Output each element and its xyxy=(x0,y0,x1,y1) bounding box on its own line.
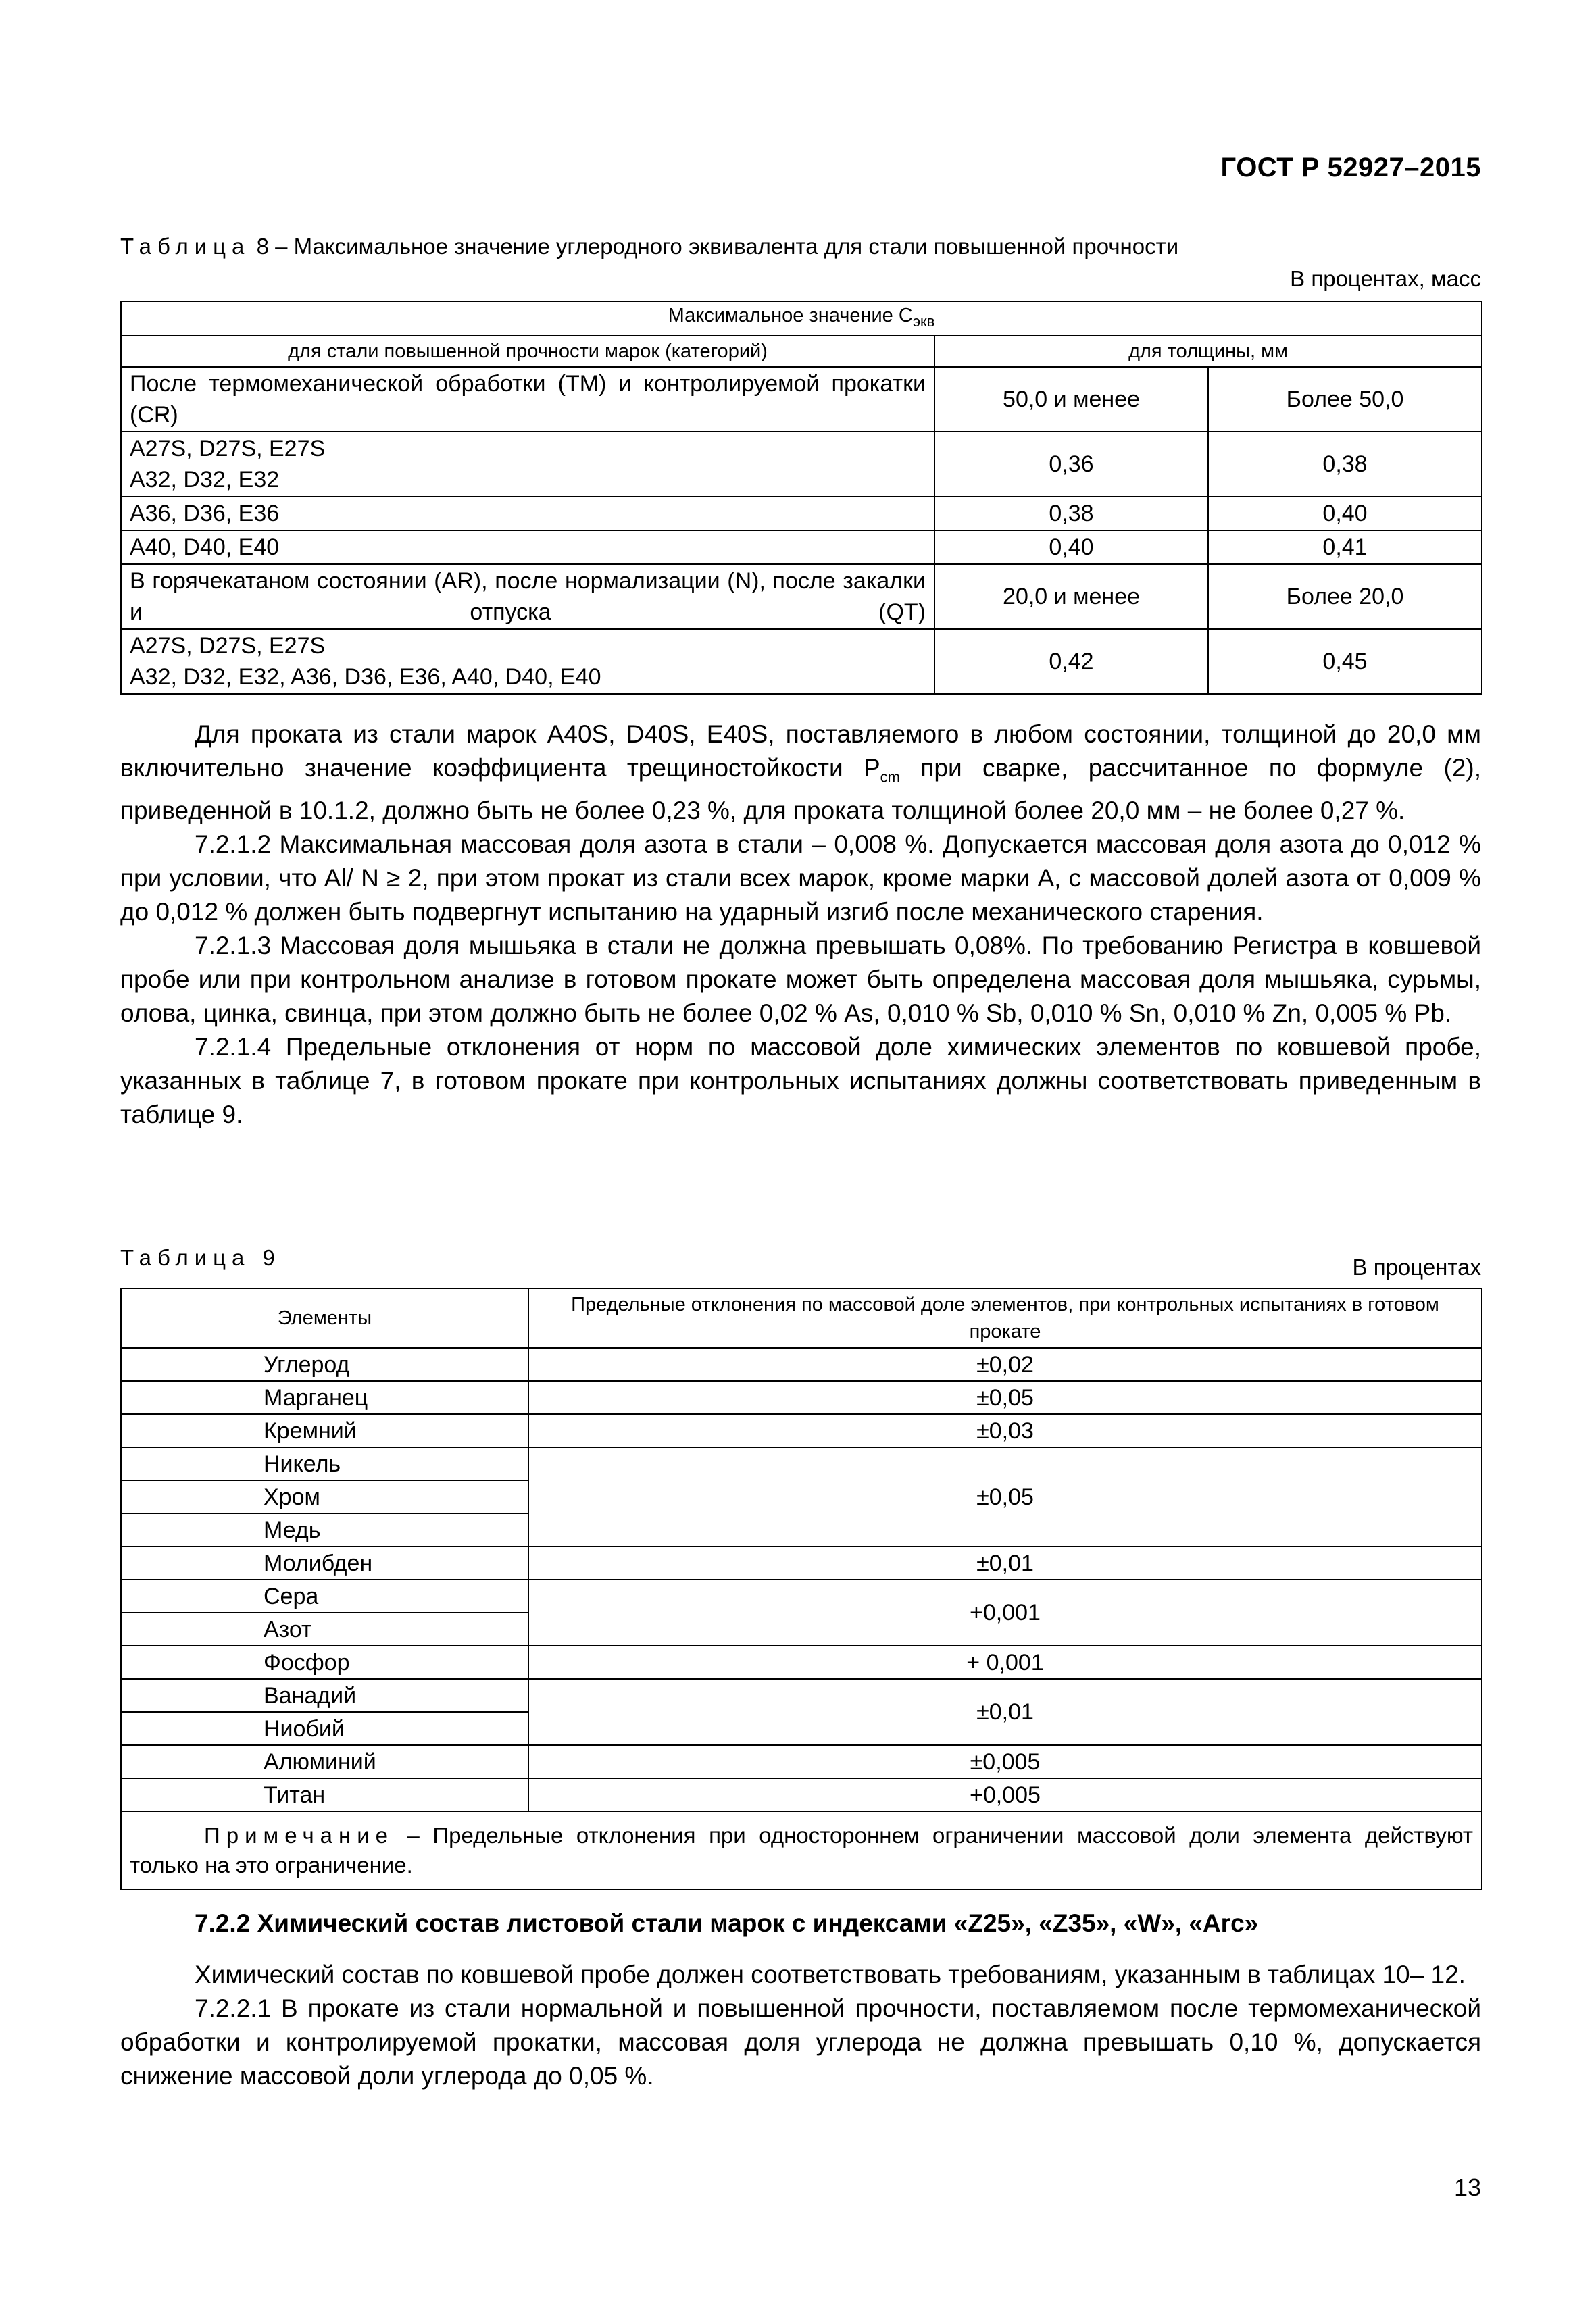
table-row xyxy=(121,1447,1482,1480)
note-label: Примечание xyxy=(204,1823,395,1848)
paragraph-7-2-1-4: 7.2.1.4 Предельные отклонения от норм по массовой доле химических элементов по ковшевой пробе, указанных в таблице 7, в готовом прокате при контрольных испытаниях должны соответствовать приведенным в таблице 9. xyxy=(120,1033,1481,1129)
table8-value-cell: 0,40 xyxy=(934,530,1208,564)
table8-value-cell: 0,41 xyxy=(1208,530,1482,564)
table9-note xyxy=(121,1811,1482,1890)
table8 xyxy=(120,301,1482,695)
table9 xyxy=(120,1288,1482,1890)
table-row xyxy=(121,1745,1482,1778)
paragraph-7-2-1-2: 7.2.1.2 Максимальная массовая доля азота в стали – 0,008 %. Допускается массовая доля азота до 0,012 % при условии, что Al/ N ≥ 2, при этом прокат из стали всех марок, кроме марки А, с массовой долей азота от 0,009 % до 0,012 % должен быть подвергнут испытанию на ударный изгиб после механического старения. xyxy=(120,830,1481,926)
element-cell: Углерод xyxy=(121,1348,528,1381)
table-row xyxy=(121,629,1482,694)
element-cell: Медь xyxy=(121,1513,528,1546)
element-cell: Фосфор xyxy=(121,1646,528,1679)
table-row xyxy=(121,1414,1482,1447)
table8-caption xyxy=(120,234,1178,259)
table-row xyxy=(121,1381,1482,1414)
paragraph-pcm: Для проката из стали марок A40S, D40S, E40S, поставляемого в любом состоянии, толщиной до 20,0 мм включительно значение коэффициента трещиностойкости $P_{cm}$ при сварке, рассчитанное по формуле (2), приведенной в 10.1.2, должно быть не более 0,23 %, для проката толщиной более 20,0 мм – не более 0,27 %. xyxy=(120,720,1481,825)
body-text-2 xyxy=(120,1958,1481,2093)
table8-head-grade: для стали повышенной прочности марок (категорий) xyxy=(121,336,934,367)
element-cell: Хром xyxy=(121,1480,528,1513)
table-row xyxy=(121,1778,1482,1811)
table9-note-row xyxy=(121,1811,1482,1890)
table8-value-cell: 20,0 и менее xyxy=(934,564,1208,629)
table9-caption xyxy=(120,1245,281,1271)
table8-grade-cell: A36, D36, E36 xyxy=(121,497,934,530)
deviation-cell: +0,001 xyxy=(528,1580,1482,1646)
element-cell: Марганец xyxy=(121,1381,528,1414)
table-row xyxy=(121,530,1482,564)
table8-value-cell: Более 50,0 xyxy=(1208,367,1482,432)
paragraph-7-2-2-1: 7.2.2.1 В прокате из стали нормальной и повышенной прочности, поставляемом после термомеханической обработки и контролируемой прокатки, массовая доля углерода не должна превышать 0,10 %, допускается снижение массовой доли углерода до 0,05 %. xyxy=(120,1994,1481,2090)
deviation-cell: + 0,001 xyxy=(528,1646,1482,1679)
table8-value-cell: 0,45 xyxy=(1208,629,1482,694)
table8-grade-cell: A27S, D27S, E27S A32, D32, E32 xyxy=(121,432,934,497)
element-cell: Никель xyxy=(121,1447,528,1480)
table8-caption-text: – Максимальное значение углеродного эквивалента для стали повышенной прочности xyxy=(275,234,1179,259)
table8-grade-cell: В горячекатаном состоянии (AR), после нормализации (N), после закалки и отпуска (QT) xyxy=(121,564,934,629)
table-row xyxy=(121,497,1482,530)
table-row xyxy=(121,367,1482,432)
table-row xyxy=(121,1580,1482,1613)
table8-caption-number: 8 xyxy=(256,234,269,259)
table8-value-cell: 50,0 и менее xyxy=(934,367,1208,432)
table8-header-row xyxy=(121,301,1482,336)
section-heading: 7.2.2 Химический состав листовой стали марок с индексами «Z25», «Z35», «W», «Arc» xyxy=(195,1909,1259,1937)
deviation-cell: ±0,05 xyxy=(528,1447,1482,1546)
table8-value-cell: 0,36 xyxy=(934,432,1208,497)
table-row xyxy=(121,1679,1482,1712)
table8-caption-label: Таблица xyxy=(120,234,251,259)
table9-head-deviation: Предельные отклонения по массовой доле элементов, при контрольных испытаниях в готовом прокате xyxy=(528,1288,1482,1348)
table-row xyxy=(121,1646,1482,1679)
element-cell: Титан xyxy=(121,1778,528,1811)
element-cell: Кремний xyxy=(121,1414,528,1447)
element-cell: Азот xyxy=(121,1613,528,1646)
table9-head-elements: Элементы xyxy=(121,1288,528,1348)
table8-value-cell: Более 20,0 xyxy=(1208,564,1482,629)
table8-head-thickness: для толщины, мм xyxy=(934,336,1482,367)
deviation-cell: ±0,005 xyxy=(528,1745,1482,1778)
deviation-cell: ±0,03 xyxy=(528,1414,1482,1447)
deviation-cell: +0,005 xyxy=(528,1778,1482,1811)
element-cell: Сера xyxy=(121,1580,528,1613)
paragraph-7-2-1-3: 7.2.1.3 Массовая доля мышьяка в стали не должна превышать 0,08%. По требованию Регистра в ковшевой пробе или при контрольном анализе в готовом прокате может быть определена массовая доля мышьяка, сурьмы, олова, цинка, свинца, при этом должно быть не более 0,02 % As, 0,010 % Sb, 0,010 % Sn, 0,010 % Zn, 0,005 % Pb. xyxy=(120,932,1481,1028)
table8-value-cell: 0,38 xyxy=(1208,432,1482,497)
note-text: – Предельные отклонения при одностороннем ограничении массовой доли элемента действуют только на это ограничение. xyxy=(130,1823,1473,1878)
table9-unit: В процентах xyxy=(1352,1255,1481,1280)
element-cell: Алюминий xyxy=(121,1745,528,1778)
element-cell: Ванадий xyxy=(121,1679,528,1712)
element-cell: Ниобий xyxy=(121,1712,528,1745)
table8-subheader-row xyxy=(121,336,1482,367)
paragraph-composition: Химический состав по ковшевой пробе должен соответствовать требованиям, указанным в таблицах 10– 12. xyxy=(195,1961,1466,1988)
table8-value-cell: 0,40 xyxy=(1208,497,1482,530)
table-row xyxy=(121,1546,1482,1580)
table8-grade-cell: A40, D40, E40 xyxy=(121,530,934,564)
table8-grade-cell: После термомеханической обработки (TM) и контролируемой прокатки (CR) xyxy=(121,367,934,432)
table8-head-main: Максимальное значение $C_{экв}$ xyxy=(121,301,1482,336)
document-id: ГОСТ Р 52927–2015 xyxy=(1220,153,1481,182)
table8-grade-cell: A27S, D27S, E27S A32, D32, E32, A36, D36, E36, A40, D40, E40 xyxy=(121,629,934,694)
table-row xyxy=(121,564,1482,629)
table8-unit: В процентах, масс xyxy=(1290,266,1481,291)
table9-caption-text: Таблица 9 xyxy=(120,1245,281,1270)
deviation-cell: ±0,05 xyxy=(528,1381,1482,1414)
deviation-cell: ±0,01 xyxy=(528,1546,1482,1580)
table9-header-row xyxy=(121,1288,1482,1348)
table-row xyxy=(121,432,1482,497)
element-cell: Молибден xyxy=(121,1546,528,1580)
deviation-cell: ±0,01 xyxy=(528,1679,1482,1745)
table8-value-cell: 0,42 xyxy=(934,629,1208,694)
body-text-1 xyxy=(120,718,1481,1132)
deviation-cell: ±0,02 xyxy=(528,1348,1482,1381)
table-row xyxy=(121,1348,1482,1381)
table8-value-cell: 0,38 xyxy=(934,497,1208,530)
page-number: 13 xyxy=(1453,2173,1481,2201)
